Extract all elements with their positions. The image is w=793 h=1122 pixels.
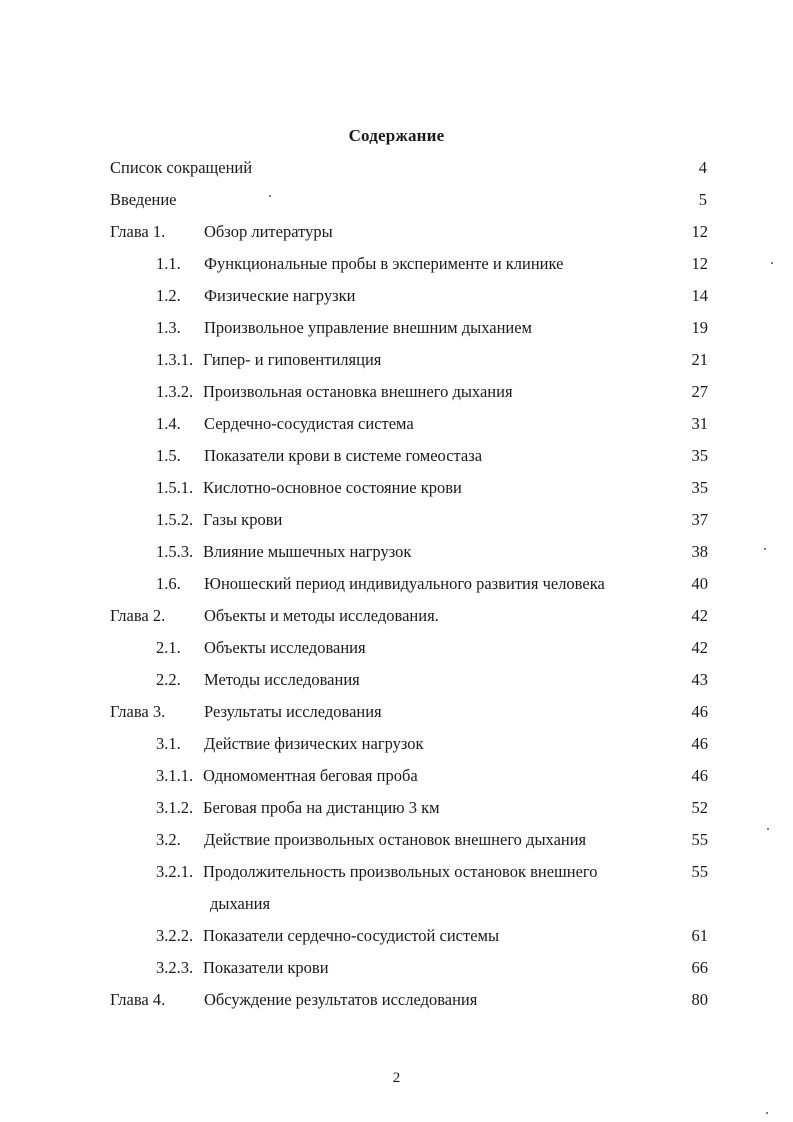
toc-entry-title: Произвольная остановка внешнего дыхания: [203, 382, 513, 401]
toc-entry-number: 1.5.: [156, 446, 181, 465]
toc-entry-number: Глава 2.: [110, 606, 166, 625]
toc-entry: [0, 440, 793, 472]
toc-entry: [0, 600, 793, 632]
toc-entry-title: Одномоментная беговая проба: [203, 766, 418, 785]
toc-entry-number: Глава 3.: [110, 702, 166, 721]
toc-entry-page: 66: [691, 958, 708, 977]
toc-entry: [0, 824, 793, 856]
toc-entry: [0, 184, 793, 216]
toc-entry-title: Объекты исследования: [204, 638, 366, 657]
scan-speck: [764, 548, 766, 550]
toc-entry-page: 55: [691, 830, 708, 849]
toc-entry-number: 1.3.1.: [156, 350, 194, 369]
toc-entry-title: Продолжительность произвольных остановок внешнего: [203, 862, 598, 881]
toc-entry: [0, 312, 793, 344]
toc-entry: [0, 920, 793, 952]
toc-entry-title: Показатели крови: [203, 958, 329, 977]
toc-entry: [0, 504, 793, 536]
toc-entry-page: 42: [691, 606, 708, 625]
toc-entry-page: 43: [691, 670, 708, 689]
toc-entry: [0, 408, 793, 440]
toc-entry-page: 27: [691, 382, 708, 401]
toc-entry-title: Показатели сердечно-сосудистой системы: [203, 926, 500, 945]
toc-entry-page: 52: [691, 798, 708, 817]
toc-entry: [0, 216, 793, 248]
page-title: Содержание: [348, 126, 445, 145]
toc-entry-page: 46: [691, 734, 708, 753]
toc-entry-number: 3.1.: [156, 734, 181, 753]
toc-entry-title: Влияние мышечных нагрузок: [203, 542, 412, 561]
scan-speck: [766, 1112, 768, 1114]
toc-entry-title: Введение: [110, 190, 177, 209]
toc-entry-page: 37: [691, 510, 708, 529]
toc-entry-title: Функциональные пробы в эксперименте и клинике: [204, 254, 564, 273]
toc-entry-number: 2.2.: [156, 670, 181, 689]
toc-entry: [0, 536, 793, 568]
toc-entry-page: 55: [691, 862, 708, 881]
toc-entry-page: 12: [691, 222, 708, 241]
toc-entry-title: Газы крови: [203, 510, 283, 529]
toc-entry-number: 3.2.: [156, 830, 181, 849]
toc-entry-title: Результаты исследования: [204, 702, 382, 721]
toc-entry-title: Произвольное управление внешним дыханием: [204, 318, 532, 337]
toc-entry-number: 3.2.1.: [156, 862, 194, 881]
toc-entry-number: 3.2.3.: [156, 958, 194, 977]
toc-entry: [0, 664, 793, 696]
toc-entry-title: Объекты и методы исследования.: [204, 606, 439, 625]
toc-entry-page: 35: [691, 446, 708, 465]
toc-entry-title: Действие физических нагрузок: [204, 734, 424, 753]
toc-entry-number: 3.2.2.: [156, 926, 194, 945]
toc-entry-page: 4: [698, 158, 707, 177]
scan-speck: [767, 828, 769, 830]
toc-entry-number: 1.5.2.: [156, 510, 194, 529]
toc-entry-title: Гипер- и гиповентиляция: [203, 350, 382, 369]
toc-entry: [0, 632, 793, 664]
scan-speck: [269, 195, 271, 197]
toc-entry-page: 61: [691, 926, 708, 945]
toc-entry-page: 42: [691, 638, 708, 657]
toc-entry: [0, 248, 793, 280]
toc-entry: [0, 952, 793, 984]
toc-entry-title: Кислотно-основное состояние крови: [203, 478, 462, 497]
toc-entry-page: 38: [691, 542, 708, 561]
toc-entry-title: Список сокращений: [110, 158, 253, 177]
toc-entry-title: Действие произвольных остановок внешнего дыхания: [204, 830, 587, 849]
toc-entry-number: Глава 4.: [110, 990, 166, 1009]
toc-entry-number: 1.3.2.: [156, 382, 194, 401]
toc-entry-number: 1.3.: [156, 318, 181, 337]
toc-entry: [0, 280, 793, 312]
toc-entry-title: Физические нагрузки: [204, 286, 356, 305]
toc-entry: [0, 152, 793, 184]
toc-entry-title: Сердечно-сосудистая система: [204, 414, 414, 433]
toc-entry-page: 14: [691, 286, 708, 305]
toc-entry-page: 35: [691, 478, 708, 497]
toc-entry-page: 31: [691, 414, 708, 433]
toc-entry: [0, 376, 793, 408]
toc-entry-number: 1.5.3.: [156, 542, 194, 561]
toc-entry-number: 1.5.1.: [156, 478, 194, 497]
toc-entry-number: 1.4.: [156, 414, 181, 433]
toc-entry-page: 46: [691, 702, 708, 721]
toc-entry-title: Обсуждение результатов исследования: [204, 990, 478, 1009]
toc-entry: [0, 760, 793, 792]
toc-entry-title: Юношеский период индивидуального развития человека: [204, 574, 605, 593]
toc-entry-title: Беговая проба на дистанцию 3 км: [203, 798, 440, 817]
toc-entry-title: Методы исследования: [204, 670, 360, 689]
toc-entry-number: 3.1.2.: [156, 798, 194, 817]
toc-entry: [0, 728, 793, 760]
toc-entry: [0, 984, 793, 1016]
toc-entry-number: Глава 1.: [110, 222, 166, 241]
toc-entry-page: 12: [691, 254, 708, 273]
toc-entry-page: 46: [691, 766, 708, 785]
toc-entry-number: 1.1.: [156, 254, 181, 273]
toc-entry-page: 5: [698, 190, 707, 209]
toc-entry: [0, 568, 793, 600]
toc-entry: [0, 472, 793, 504]
toc-entry-page: 80: [691, 990, 708, 1009]
toc-entry-number: 1.2.: [156, 286, 181, 305]
toc-entry: [0, 344, 793, 376]
toc-entry-number: 2.1.: [156, 638, 181, 657]
toc-entry-number: 3.1.1.: [156, 766, 194, 785]
toc-entry: [0, 888, 793, 920]
toc-entry-page: 21: [691, 350, 708, 369]
toc-entry-page: 19: [691, 318, 708, 337]
toc-entry-page: 40: [691, 574, 708, 593]
scan-speck: [771, 262, 773, 264]
toc-entry-title: дыхания: [210, 894, 271, 913]
toc-entry: [0, 856, 793, 888]
table-of-contents: [0, 152, 793, 1016]
toc-entry-title: Показатели крови в системе гомеостаза: [204, 446, 483, 465]
toc-entry: [0, 696, 793, 728]
toc-entry-number: 1.6.: [156, 574, 181, 593]
toc-entry: [0, 792, 793, 824]
toc-entry-title: Обзор литературы: [204, 222, 333, 241]
page-number: 2: [392, 1070, 401, 1086]
